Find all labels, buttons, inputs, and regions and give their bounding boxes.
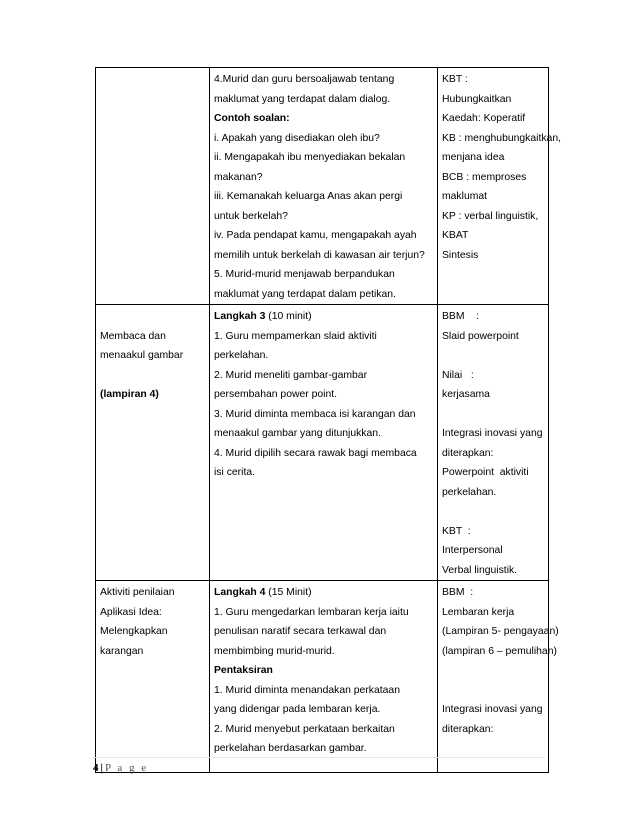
text-line: Integrasi inovasi yang bbox=[442, 704, 543, 715]
text-line: isi cerita. bbox=[214, 467, 255, 478]
text-line: 5. Murid-murid menjawab berpandukan bbox=[214, 269, 395, 280]
text-line bbox=[442, 681, 544, 701]
text-line: Sintesis bbox=[442, 249, 479, 261]
text-line bbox=[100, 366, 205, 386]
table-row bbox=[96, 305, 549, 581]
text-line bbox=[442, 405, 544, 425]
text-line: 1. Guru mempamerkan slaid aktiviti bbox=[214, 330, 377, 342]
step-heading bbox=[214, 307, 433, 327]
lesson-plan-table bbox=[95, 67, 561, 773]
cell-step-activity bbox=[96, 68, 210, 305]
text-line: Nilai : bbox=[442, 369, 474, 381]
text-line: Aplikasi Idea: bbox=[100, 606, 162, 618]
text-line: maklumat yang terdapat dalam dialog. bbox=[214, 93, 391, 105]
text-line: BCB : memproses bbox=[442, 171, 527, 183]
text-line: (Lampiran 5- pengayaan) bbox=[442, 626, 559, 637]
text-line: maklumat bbox=[442, 191, 488, 202]
cell-notes bbox=[438, 305, 549, 581]
text-line bbox=[442, 661, 544, 681]
text-line: menjana idea bbox=[442, 152, 505, 163]
text-line: BBM : bbox=[442, 311, 479, 322]
text-line: 3. Murid diminta membaca isi karangan dan bbox=[214, 408, 416, 420]
text-line: KBT : bbox=[442, 74, 468, 85]
text-line: Melengkapkan bbox=[100, 626, 168, 637]
text-line: perkelahan. bbox=[442, 486, 497, 498]
text-line: menaakul gambar yang ditunjukkan. bbox=[214, 428, 381, 439]
cell-notes bbox=[438, 68, 561, 305]
text-line: KBAT bbox=[442, 230, 469, 241]
text-line: Powerpoint aktiviti bbox=[442, 467, 529, 478]
cell-step-activity bbox=[96, 305, 210, 581]
text-line: iv. Pada pendapat kamu, mengapakah ayah bbox=[214, 230, 417, 241]
text-line: memilih untuk berkelah di kawasan air terjun? bbox=[214, 249, 425, 261]
text-line: ii. Mengapakah ibu menyediakan bekalan bbox=[214, 152, 406, 163]
text-line: Kaedah: Koperatif bbox=[442, 113, 526, 124]
step-title: Langkah 4 bbox=[214, 587, 266, 598]
text-line: maklumat yang terdapat dalam petikan. bbox=[214, 288, 396, 300]
text-line: diterapkan: bbox=[442, 723, 494, 735]
page-number: 4 bbox=[93, 762, 99, 774]
text-line: i. Apakah yang disediakan oleh ibu? bbox=[214, 132, 380, 144]
section-heading: Pentaksiran bbox=[214, 665, 273, 676]
text-line: iii. Kemanakah keluarga Anas akan pergi bbox=[214, 191, 403, 202]
text-line: makanan? bbox=[214, 171, 263, 183]
text-line: perkelahan. bbox=[214, 350, 269, 361]
step-title: Langkah 3 bbox=[214, 311, 266, 322]
text-line: 2. Murid menyebut perkataan berkaitan bbox=[214, 723, 395, 735]
step-heading bbox=[214, 583, 433, 603]
text-line: persembahan power point. bbox=[214, 389, 338, 400]
page-label: P a g e bbox=[104, 762, 149, 774]
text-line: KBT : bbox=[442, 525, 471, 537]
text-line: Hubungkaitkan bbox=[442, 93, 512, 105]
page-footer bbox=[93, 762, 148, 774]
text-line: Interpersonal bbox=[442, 545, 503, 556]
text-line: 4. Murid dipilih secara rawak bagi membaca bbox=[214, 447, 417, 459]
text-line: membimbing murid-murid. bbox=[214, 645, 335, 657]
footer-separator: | bbox=[100, 762, 103, 774]
table-row bbox=[96, 68, 549, 305]
text-line: kerjasama bbox=[442, 389, 490, 400]
text-line bbox=[442, 502, 544, 522]
text-line: 2. Murid meneliti gambar-gambar bbox=[214, 369, 368, 381]
cell-step-content bbox=[210, 68, 438, 305]
step-duration: (15 Minit) bbox=[265, 587, 312, 598]
text-line: menaakul gambar bbox=[100, 350, 184, 361]
footer-divider bbox=[93, 757, 545, 758]
text-line: Aktiviti penilaian bbox=[100, 587, 175, 598]
text-line: karangan bbox=[100, 645, 144, 657]
text-line: KB : menghubungkaitkan, bbox=[442, 132, 561, 144]
text-line: 4.Murid dan guru bersoaljawab tentang bbox=[214, 74, 395, 85]
text-line: KP : verbal linguistik, bbox=[442, 210, 539, 222]
table-row bbox=[96, 581, 549, 773]
text-line: untuk berkelah? bbox=[214, 210, 288, 222]
appendix-label: (lampiran 4) bbox=[100, 389, 159, 400]
text-line: perkelahan berdasarkan gambar. bbox=[214, 743, 367, 754]
step-duration: (10 minit) bbox=[265, 311, 312, 322]
text-line: Verbal linguistik. bbox=[442, 564, 518, 576]
text-line: Lembaran kerja bbox=[442, 606, 515, 618]
text-line: Integrasi inovasi yang bbox=[442, 428, 543, 439]
cell-step-content bbox=[210, 581, 438, 773]
text-line: (lampiran 6 – pemulihan) bbox=[442, 645, 557, 657]
cell-step-content bbox=[210, 305, 438, 581]
text-line: Membaca dan bbox=[100, 330, 166, 342]
text-line: yang didengar pada lembaran kerja. bbox=[214, 704, 381, 715]
cell-notes bbox=[438, 581, 559, 773]
text-line: diterapkan: bbox=[442, 447, 494, 459]
text-line: Slaid powerpoint bbox=[442, 330, 519, 342]
text-line bbox=[442, 346, 544, 366]
text-line: 1. Guru mengedarkan lembaran kerja iaitu bbox=[214, 606, 409, 618]
text-line: 1. Murid diminta menandakan perkataan bbox=[214, 684, 400, 696]
cell-step-activity bbox=[96, 581, 210, 773]
text-line: penulisan naratif secara terkawal dan bbox=[214, 626, 387, 637]
section-heading: Contoh soalan: bbox=[214, 113, 290, 124]
text-line: BBM : bbox=[442, 587, 474, 598]
